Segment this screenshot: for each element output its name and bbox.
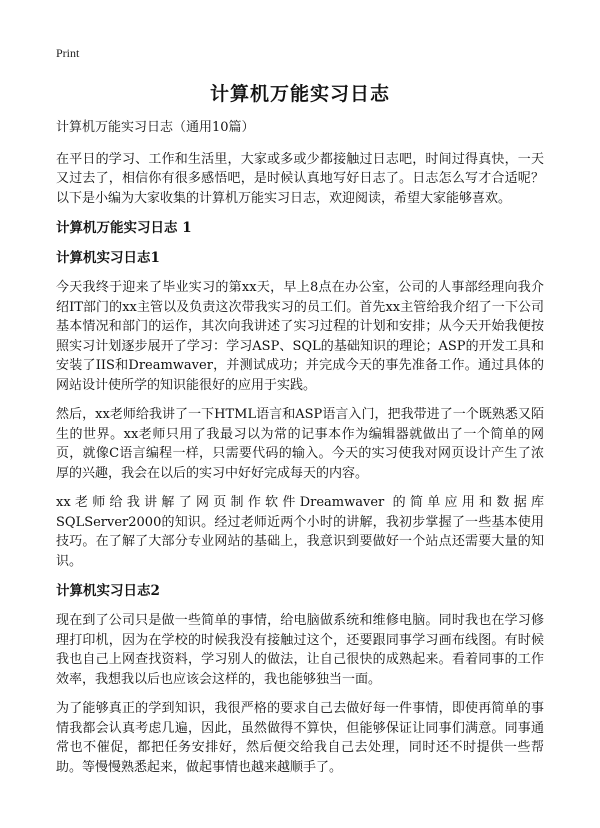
- sub1-paragraph: 今天我终于迎来了毕业实习的第xx天，早上8点在办公室，公司的人事部经理向我介绍IT部门的xx主管以及负责这次带我实习的员工们。首先xx主管给我介绍了一下公司基本情况和部门的运作，其次向我讲述了实习过程的计划和安排；从今天开始我便按照实习计划逐步展开了学习：学习ASP、SQL的基础知识的理论；ASP的开发工具和安装了IIS和Dreamwaver，并测试成功；并完成今天的事先准备工作。通过具体的网站设计使所学的知识能很好的应用于实践。: [56, 280, 544, 393]
- intro-paragraph: 在平日的学习、工作和生活里，大家或多或少都接触过日志吧，时间过得真快，一天又过去了，相信你有很多感悟吧，是时候认真地写好日志了。日志怎么写才合适呢？以下是小编为大家收集的计算机万能实习日志，欢迎阅读，希望大家能够喜欢。: [56, 151, 544, 206]
- page-title: 计算机万能实习日志: [209, 83, 390, 105]
- print-link[interactable]: Print: [56, 46, 80, 60]
- article-body: [56, 118, 544, 787]
- sub2-paragraph: 为了能够真正的学到知识，我很严格的要求自己去做好每一件事情，即使再简单的事情我都会认真考虑几遍，因此，虽然做得不算快，但能够保证让同事们满意。同事通常也不催促，都把任务安排好，然后便交给我自己去处理，同时还不时提供一些帮助。等慢慢熟悉起来，做起事情也越来越顺手了。: [56, 701, 544, 775]
- article-subtitle: 计算机万能实习日志（通用10篇）: [56, 120, 255, 135]
- sub2-heading: 计算机实习日志2: [56, 583, 160, 599]
- sub1-heading: 计算机实习日志1: [56, 250, 160, 266]
- sub2-paragraph: 现在到了公司只是做一些简单的事情，给电脑做系统和维修电脑。同时我也在学习修理打印机，因为在学校的时候我没有接触过这个，还要跟同事学习画布线图。有时候我也自己上网查找资料，学习别人的做法，让自己很快的成熟起来。看着同事的工作效率，我想我以后也应该会这样的，我也能够独当一面。: [56, 613, 544, 687]
- sub1-paragraph: xx老师给我讲解了网页制作软件Dreamwaver 的简单应用和数据库SQLServer2000的知识。经过老师近两个小时的讲解，我初步掌握了一些基本使用技巧。在了解了大部分专业网站的基础上，我意识到要做好一个站点还需要大量的知识。: [56, 495, 544, 569]
- section-heading: 计算机万能实习日志 1: [56, 220, 192, 236]
- sub1-paragraph: 然后，xx老师给我讲了一下HTML语言和ASP语言入门，把我带进了一个既熟悉又陌生的世界。xx老师只用了我最习以为常的记事本作为编辑器就做出了一个简单的网页，就像C语言编程一样，只需要代码的输入。今天的实习使我对网页设计产生了浓厚的兴趣，我会在以后的实习中好好完成每天的内容。: [56, 407, 544, 481]
